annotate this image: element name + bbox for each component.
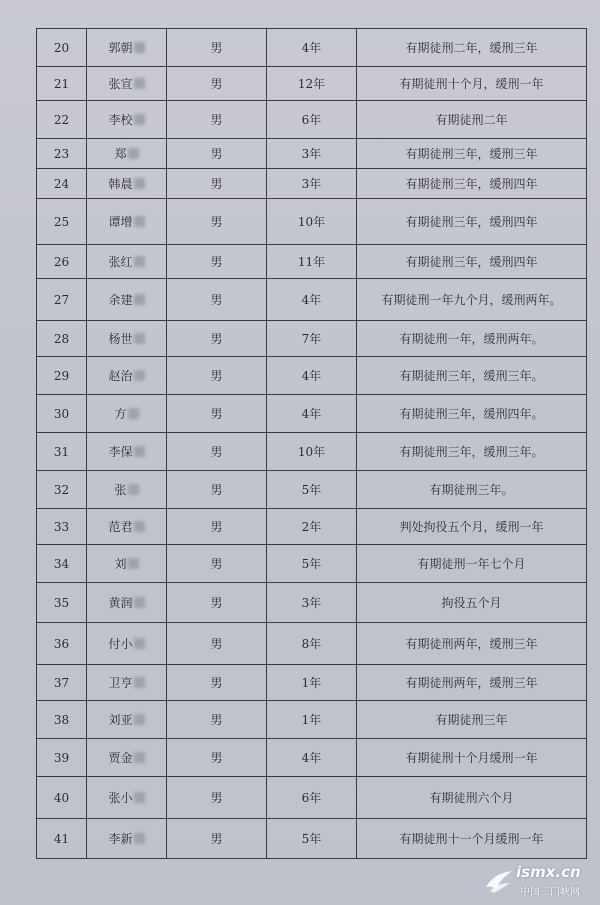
person-name-cell <box>87 357 167 395</box>
person-sex-cell <box>167 395 267 433</box>
sentence-text-cell <box>357 321 587 357</box>
sentence-text: 有期徒刑三年，缓刑三年。 <box>399 445 544 459</box>
redaction-blur <box>134 178 145 189</box>
table-row <box>37 433 587 471</box>
person-sex: 男 <box>210 332 223 346</box>
person-sex-cell <box>167 29 267 67</box>
person-name-cell <box>87 245 167 279</box>
redaction-blur <box>134 370 145 381</box>
person-sex-cell <box>167 199 267 245</box>
row-number: 23 <box>53 146 70 161</box>
redaction-blur <box>134 521 145 532</box>
row-number: 26 <box>53 254 70 269</box>
term-length-cell <box>267 701 357 739</box>
row-number: 24 <box>53 176 70 191</box>
person-sex-cell <box>167 777 267 819</box>
sentence-text-cell <box>357 67 587 101</box>
person-name: 张宣 <box>108 77 133 91</box>
person-name-cell <box>87 101 167 139</box>
person-name-cell <box>87 433 167 471</box>
person-name-cell <box>87 623 167 665</box>
sentence-text-cell <box>357 777 587 819</box>
term-length-cell <box>267 433 357 471</box>
term-length: 3年 <box>301 177 322 191</box>
roster-table <box>36 28 587 859</box>
redaction-blur <box>134 294 145 305</box>
term-length: 11年 <box>297 255 326 269</box>
person-sex: 男 <box>210 113 223 127</box>
person-name: 赵治 <box>108 369 133 383</box>
term-length-cell <box>267 357 357 395</box>
redaction-blur <box>134 114 145 125</box>
row-number: 38 <box>53 712 70 727</box>
term-length-cell <box>267 509 357 545</box>
redaction-blur <box>134 714 145 725</box>
term-length: 3年 <box>301 596 322 610</box>
bird-logo-icon <box>484 865 514 895</box>
term-length: 1年 <box>301 713 322 727</box>
table-row <box>37 245 587 279</box>
person-sex-cell <box>167 509 267 545</box>
term-length: 6年 <box>301 113 322 127</box>
sentence-text: 有期徒刑两年，缓刑三年 <box>405 676 538 690</box>
person-sex: 男 <box>210 77 223 91</box>
person-name-cell <box>87 777 167 819</box>
person-sex-cell <box>167 357 267 395</box>
term-length-cell <box>267 139 357 169</box>
row-number: 27 <box>53 292 70 307</box>
sentence-text: 有期徒刑三年，缓刑三年 <box>405 147 538 161</box>
row-number: 37 <box>53 675 70 690</box>
term-length: 5年 <box>301 483 322 497</box>
sentence-text-cell <box>357 279 587 321</box>
table-row <box>37 29 587 67</box>
person-name-cell <box>87 169 167 199</box>
redaction-blur <box>134 333 145 344</box>
sentence-text-cell <box>357 357 587 395</box>
row-number: 20 <box>53 40 70 55</box>
person-name-cell <box>87 29 167 67</box>
row-number: 40 <box>53 790 70 805</box>
person-sex-cell <box>167 665 267 701</box>
term-length-cell <box>267 623 357 665</box>
person-sex: 男 <box>210 369 223 383</box>
person-sex-cell <box>167 101 267 139</box>
term-length-cell <box>267 245 357 279</box>
sentence-text-cell <box>357 29 587 67</box>
term-length-cell <box>267 665 357 701</box>
sentence-text-cell <box>357 819 587 859</box>
term-length: 1年 <box>301 676 322 690</box>
person-name-cell <box>87 139 167 169</box>
redaction-blur <box>134 42 145 53</box>
row-number-cell <box>37 819 87 859</box>
sentence-text: 有期徒刑十个月缓刑一年 <box>405 751 538 765</box>
person-name: 张红 <box>108 255 133 269</box>
person-sex-cell <box>167 545 267 583</box>
sentence-text: 拘役五个月 <box>441 596 502 610</box>
term-length-cell <box>267 819 357 859</box>
person-sex: 男 <box>210 713 223 727</box>
redaction-blur <box>134 792 145 803</box>
row-number: 21 <box>53 76 70 91</box>
person-sex: 男 <box>210 445 223 459</box>
sentence-text: 有期徒刑两年，缓刑三年 <box>405 637 538 651</box>
row-number: 22 <box>53 112 70 127</box>
sentence-text: 有期徒刑三年，缓刑三年。 <box>399 369 544 383</box>
table-row <box>37 509 587 545</box>
table-row <box>37 545 587 583</box>
row-number: 28 <box>53 331 70 346</box>
sentence-text-cell <box>357 623 587 665</box>
sentence-text: 有期徒刑二年，缓刑三年 <box>405 41 538 55</box>
person-name: 余建 <box>108 293 133 307</box>
person-name: 谭增 <box>108 215 133 229</box>
row-number-cell <box>37 395 87 433</box>
term-length-cell <box>267 67 357 101</box>
redaction-blur <box>128 484 139 495</box>
person-name: 李校 <box>108 113 133 127</box>
row-number-cell <box>37 623 87 665</box>
row-number-cell <box>37 665 87 701</box>
row-number-cell <box>37 509 87 545</box>
redaction-blur <box>134 78 145 89</box>
redaction-blur <box>128 558 139 569</box>
term-length: 4年 <box>301 293 322 307</box>
term-length: 3年 <box>301 147 322 161</box>
row-number: 41 <box>53 831 70 846</box>
table-row <box>37 139 587 169</box>
sentence-text-cell <box>357 739 587 777</box>
redaction-blur <box>134 752 145 763</box>
person-sex: 男 <box>210 557 223 571</box>
roster-table-body <box>37 29 587 859</box>
sentence-text: 判处拘役五个月，缓刑一年 <box>399 520 544 534</box>
person-sex-cell <box>167 433 267 471</box>
person-name: 郭朝 <box>108 41 133 55</box>
term-length: 4年 <box>301 369 322 383</box>
sentence-text-cell <box>357 509 587 545</box>
redaction-blur <box>128 148 139 159</box>
person-name: 刘 <box>114 557 127 571</box>
person-name-cell <box>87 67 167 101</box>
row-number-cell <box>37 139 87 169</box>
person-sex-cell <box>167 321 267 357</box>
row-number: 35 <box>53 595 70 610</box>
table-row <box>37 199 587 245</box>
person-sex-cell <box>167 471 267 509</box>
person-sex: 男 <box>210 293 223 307</box>
table-row <box>37 701 587 739</box>
person-sex: 男 <box>210 520 223 534</box>
term-length-cell <box>267 395 357 433</box>
person-name: 李保 <box>108 445 133 459</box>
sentence-text: 有期徒刑三年。 <box>429 483 514 497</box>
sentence-text: 有期徒刑一年七个月 <box>417 557 526 571</box>
table-row <box>37 321 587 357</box>
watermark-cn: 中国三门峡网 <box>520 887 580 898</box>
row-number-cell <box>37 583 87 623</box>
row-number: 39 <box>53 750 70 765</box>
person-name: 方 <box>114 407 127 421</box>
person-name-cell <box>87 665 167 701</box>
term-length-cell <box>267 29 357 67</box>
sentence-text-cell <box>357 199 587 245</box>
sentence-text-cell <box>357 433 587 471</box>
sentence-text-cell <box>357 665 587 701</box>
person-sex: 男 <box>210 791 223 805</box>
row-number-cell <box>37 29 87 67</box>
table-row <box>37 169 587 199</box>
row-number-cell <box>37 777 87 819</box>
person-name-cell <box>87 701 167 739</box>
person-sex: 男 <box>210 596 223 610</box>
row-number-cell <box>37 101 87 139</box>
sentence-text: 有期徒刑十一个月缓刑一年 <box>399 832 544 846</box>
person-name-cell <box>87 739 167 777</box>
row-number-cell <box>37 279 87 321</box>
term-length: 5年 <box>301 832 322 846</box>
person-sex: 男 <box>210 483 223 497</box>
person-sex: 男 <box>210 751 223 765</box>
person-sex-cell <box>167 245 267 279</box>
person-name: 张 <box>114 483 127 497</box>
sentence-text: 有期徒刑二年 <box>435 113 508 127</box>
table-row <box>37 279 587 321</box>
term-length: 4年 <box>301 41 322 55</box>
term-length: 4年 <box>301 751 322 765</box>
sentence-text-cell <box>357 583 587 623</box>
person-sex: 男 <box>210 177 223 191</box>
row-number: 31 <box>53 444 70 459</box>
term-length: 6年 <box>301 791 322 805</box>
table-row <box>37 101 587 139</box>
table-row <box>37 583 587 623</box>
sentence-text: 有期徒刑三年 <box>435 713 508 727</box>
person-name: 卫亨 <box>108 676 133 690</box>
watermark-site: ismx.cn <box>516 863 581 881</box>
person-name: 郑 <box>114 147 127 161</box>
row-number: 25 <box>53 214 70 229</box>
person-name-cell <box>87 583 167 623</box>
sentence-text: 有期徒刑一年九个月，缓刑两年。 <box>381 293 562 307</box>
term-length-cell <box>267 777 357 819</box>
redaction-blur <box>134 677 145 688</box>
person-name: 韩晨 <box>108 177 133 191</box>
person-name: 付小 <box>108 637 133 651</box>
row-number: 33 <box>53 519 70 534</box>
term-length-cell <box>267 169 357 199</box>
term-length-cell <box>267 199 357 245</box>
table-row <box>37 67 587 101</box>
row-number-cell <box>37 471 87 509</box>
term-length-cell <box>267 471 357 509</box>
sentence-text: 有期徒刑三年，缓刑四年 <box>405 255 538 269</box>
row-number-cell <box>37 433 87 471</box>
person-name-cell <box>87 509 167 545</box>
person-name-cell <box>87 471 167 509</box>
person-sex: 男 <box>210 255 223 269</box>
table-row <box>37 471 587 509</box>
term-length: 10年 <box>297 445 326 459</box>
person-name: 刘亚 <box>108 713 133 727</box>
row-number-cell <box>37 169 87 199</box>
table-row <box>37 665 587 701</box>
sentence-text-cell <box>357 545 587 583</box>
term-length: 7年 <box>301 332 322 346</box>
sentence-text-cell <box>357 395 587 433</box>
sentence-text-cell <box>357 701 587 739</box>
term-length: 2年 <box>301 520 322 534</box>
person-name-cell <box>87 321 167 357</box>
person-sex-cell <box>167 623 267 665</box>
sentence-text-cell <box>357 169 587 199</box>
person-sex-cell <box>167 739 267 777</box>
person-name: 杨世 <box>108 332 133 346</box>
sentence-text: 有期徒刑一年，缓刑两年。 <box>399 332 544 346</box>
row-number: 32 <box>53 482 70 497</box>
person-sex: 男 <box>210 407 223 421</box>
sentence-text-cell <box>357 139 587 169</box>
sentence-text-cell <box>357 245 587 279</box>
person-sex-cell <box>167 139 267 169</box>
sentence-text: 有期徒刑十个月，缓刑一年 <box>399 77 544 91</box>
sentence-text: 有期徒刑三年，缓刑四年 <box>405 215 538 229</box>
row-number: 34 <box>53 556 70 571</box>
row-number-cell <box>37 545 87 583</box>
person-sex: 男 <box>210 676 223 690</box>
term-length-cell <box>267 545 357 583</box>
person-sex-cell <box>167 67 267 101</box>
term-length: 4年 <box>301 407 322 421</box>
row-number-cell <box>37 739 87 777</box>
person-sex-cell <box>167 169 267 199</box>
person-sex: 男 <box>210 215 223 229</box>
redaction-blur <box>134 833 145 844</box>
person-sex-cell <box>167 583 267 623</box>
term-length: 12年 <box>297 77 326 91</box>
row-number: 29 <box>53 368 70 383</box>
sentence-text-cell <box>357 101 587 139</box>
person-name-cell <box>87 199 167 245</box>
row-number-cell <box>37 701 87 739</box>
person-name: 范君 <box>108 520 133 534</box>
row-number-cell <box>37 67 87 101</box>
table-row <box>37 395 587 433</box>
table-row <box>37 623 587 665</box>
sentence-text-cell <box>357 471 587 509</box>
site-watermark <box>484 863 594 899</box>
term-length: 5年 <box>301 557 322 571</box>
person-sex: 男 <box>210 832 223 846</box>
person-sex-cell <box>167 279 267 321</box>
redaction-blur <box>134 638 145 649</box>
redaction-blur <box>134 597 145 608</box>
redaction-blur <box>128 408 139 419</box>
redaction-blur <box>134 216 145 227</box>
person-name-cell <box>87 545 167 583</box>
person-sex: 男 <box>210 637 223 651</box>
term-length: 10年 <box>297 215 326 229</box>
sentence-text: 有期徒刑三年，缓刑四年。 <box>399 407 544 421</box>
term-length-cell <box>267 739 357 777</box>
row-number-cell <box>37 199 87 245</box>
term-length-cell <box>267 279 357 321</box>
table-row <box>37 357 587 395</box>
row-number-cell <box>37 321 87 357</box>
row-number: 30 <box>53 406 70 421</box>
person-name-cell <box>87 395 167 433</box>
person-sex: 男 <box>210 147 223 161</box>
person-name: 黄润 <box>108 596 133 610</box>
person-name: 李新 <box>108 832 133 846</box>
redaction-blur <box>134 446 145 457</box>
row-number-cell <box>37 357 87 395</box>
table-row <box>37 819 587 859</box>
term-length-cell <box>267 321 357 357</box>
person-sex-cell <box>167 701 267 739</box>
person-name: 贾金 <box>108 751 133 765</box>
term-length: 8年 <box>301 637 322 651</box>
person-name: 张小 <box>108 791 133 805</box>
person-sex-cell <box>167 819 267 859</box>
row-number-cell <box>37 245 87 279</box>
person-name-cell <box>87 279 167 321</box>
person-name-cell <box>87 819 167 859</box>
person-sex: 男 <box>210 41 223 55</box>
table-row <box>37 739 587 777</box>
row-number: 36 <box>53 636 70 651</box>
redaction-blur <box>134 256 145 267</box>
term-length-cell <box>267 101 357 139</box>
sentence-text: 有期徒刑三年，缓刑四年 <box>405 177 538 191</box>
sentence-text: 有期徒刑六个月 <box>429 791 514 805</box>
term-length-cell <box>267 583 357 623</box>
table-row <box>37 777 587 819</box>
